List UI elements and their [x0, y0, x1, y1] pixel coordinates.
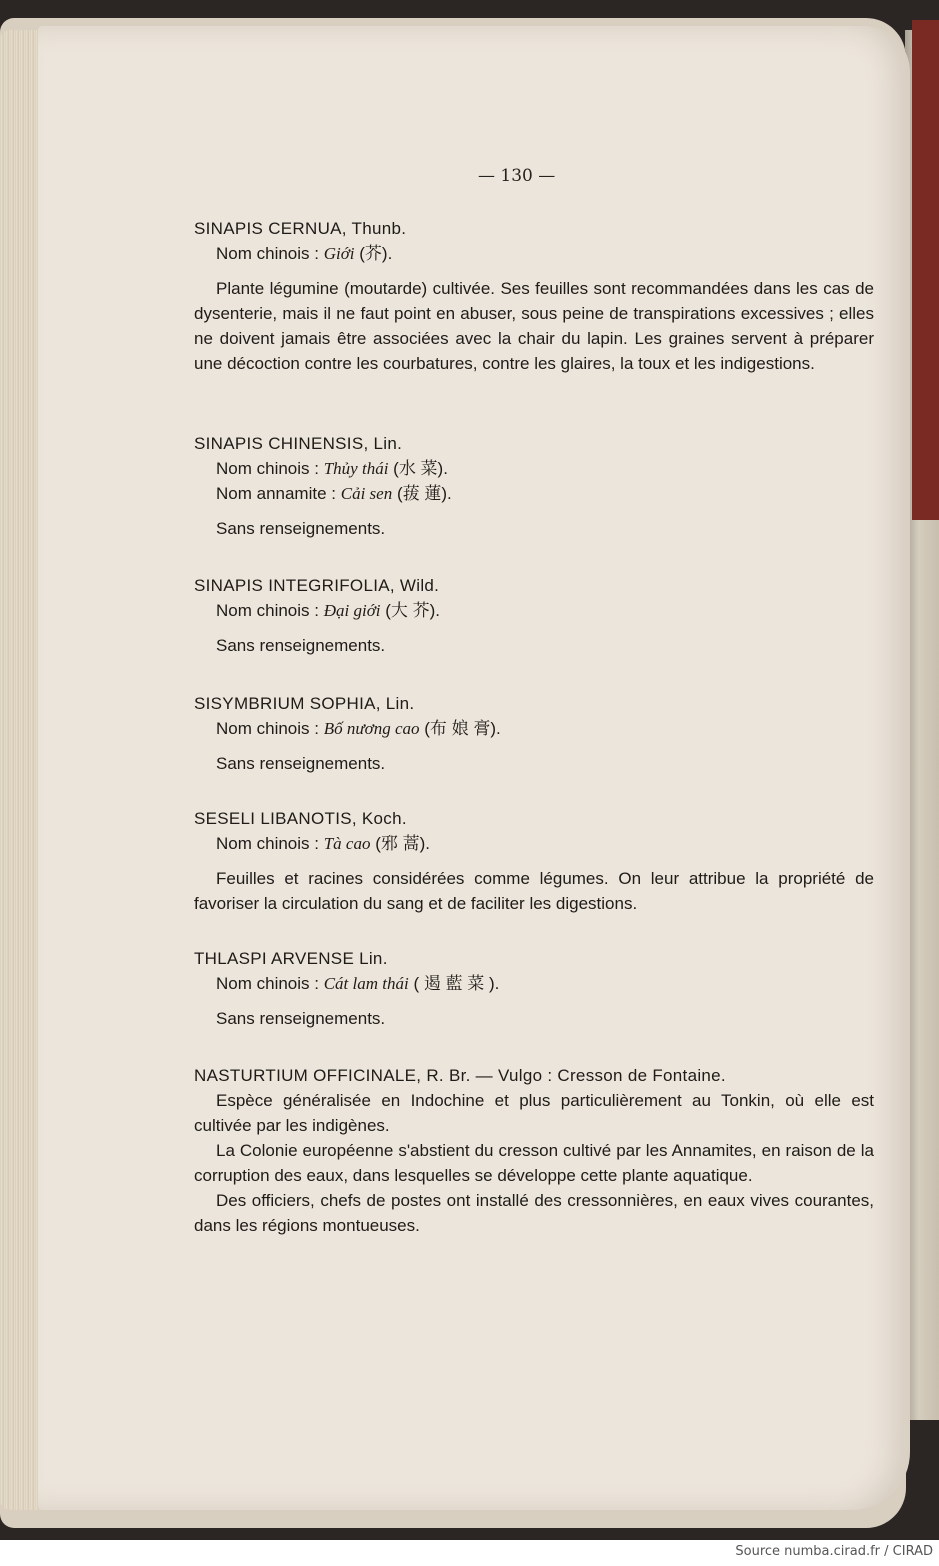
chinese-characters: (大 芥). [385, 601, 441, 620]
romanized-name: Bố nương cao [323, 719, 420, 738]
romanized-name: Tà cao [323, 834, 371, 853]
name-label: Nom annamite : [216, 484, 336, 503]
name-label: Nom chinois : [216, 834, 319, 853]
entry-paragraph: Espèce généralisée en Indochine et plus particulièrement au Tonkin, où elle est cultivée par les indigènes. [194, 1091, 874, 1135]
entry-heading: SESELI LIBANOTIS, Koch. [194, 809, 407, 828]
entry-sisymbrium-sophia [194, 691, 874, 776]
entry-heading: NASTURTIUM OFFICINALE, R. Br. — Vulgo : Cresson de Fontaine. [194, 1066, 726, 1085]
romanized-name: Cát lam thái [323, 974, 409, 993]
book-page [38, 26, 910, 1510]
entry-note: Sans renseignements. [216, 754, 386, 773]
chinese-name-line [194, 971, 874, 996]
entry-paragraph: Plante légumine (moutarde) cultivée. Ses feuilles sont recommandées dans les cas de dysenterie, mais il ne faut point en abuser, sous peine de transpirations excessives ; elles ne doivent jamais être associées avec la chair du lapin. Les graines servent à préparer une décoction contre les courbatures, contre les glaires, la toux et les indigestions. [194, 279, 874, 373]
red-cover-edge [912, 20, 939, 520]
source-credit: Source numba.cirad.fr / CIRAD [735, 1544, 933, 1559]
chinese-name-line [194, 831, 874, 856]
entry-sinapis-integrifolia [194, 573, 874, 658]
romanized-name: Giới [323, 244, 355, 263]
entry-paragraph: Des officiers, chefs de postes ont installé des cressonnières, en eaux vives courantes, dans les régions montueuses. [194, 1191, 874, 1235]
chinese-name-line [194, 716, 874, 741]
romanized-name: Cải sen [340, 484, 393, 503]
name-label: Nom chinois : [216, 244, 319, 263]
entry-heading: SINAPIS CERNUA, Thunb. [194, 219, 407, 238]
entry-thlaspi-arvense [194, 946, 874, 1031]
entry-sinapis-chinensis [194, 431, 874, 541]
entry-heading: SISYMBRIUM SOPHIA, Lin. [194, 694, 415, 713]
entry-sinapis-cernua [194, 216, 874, 376]
entry-heading: SINAPIS INTEGRIFOLIA, Wild. [194, 576, 440, 595]
romanized-name: Đại giới [323, 601, 381, 620]
entry-paragraph: La Colonie européenne s'abstient du cresson cultivé par les Annamites, en raison de la corruption des eaux, dans lesquelles se développe cette plante aquatique. [194, 1141, 874, 1185]
entry-note: Sans renseignements. [216, 636, 386, 655]
entry-seseli-libanotis [194, 806, 874, 916]
entry-nasturtium-officinale [194, 1063, 874, 1238]
name-label: Nom chinois : [216, 974, 319, 993]
chinese-name-line [194, 241, 874, 266]
chinese-name-line [194, 456, 874, 481]
name-label: Nom chinois : [216, 601, 319, 620]
chinese-characters: (布 娘 膏). [424, 719, 501, 738]
entry-heading: THLASPI ARVENSE Lin. [194, 949, 388, 968]
page-number: — 130 — [478, 166, 556, 186]
chinese-characters: (菝 蓮). [396, 484, 452, 503]
chinese-characters: (芥). [359, 244, 393, 263]
chinese-name-line [194, 598, 874, 623]
chinese-characters: (水 菜). [393, 459, 448, 478]
chinese-characters: (邪 蒿). [375, 834, 430, 853]
name-label: Nom chinois : [216, 719, 319, 738]
annamite-name-line [194, 481, 874, 506]
entry-note: Sans renseignements. [216, 1009, 386, 1028]
entry-heading: SINAPIS CHINENSIS, Lin. [194, 434, 403, 453]
name-label: Nom chinois : [216, 459, 319, 478]
chinese-characters: ( 遏 藍 菜 ). [413, 974, 500, 993]
entry-paragraph: Feuilles et racines considérées comme légumes. On leur attribue la propriété de favoriser la circulation du sang et de faciliter les digestions. [194, 869, 874, 913]
romanized-name: Thủy thái [323, 459, 389, 478]
entry-note: Sans renseignements. [216, 519, 386, 538]
